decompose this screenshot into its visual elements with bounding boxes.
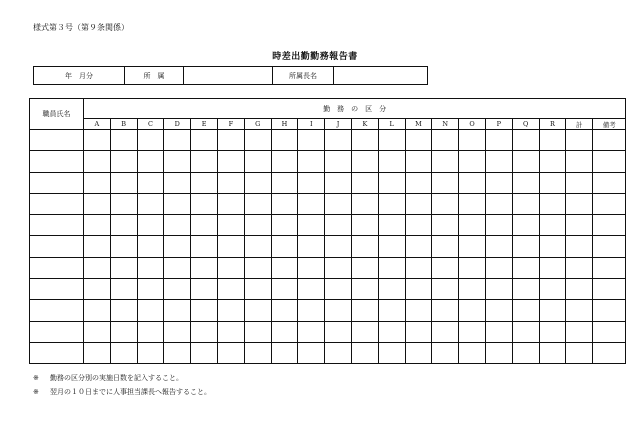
department-label: 所 属 [125, 67, 184, 85]
day-count-cell[interactable] [137, 130, 164, 151]
form-number: 様式第３号（第９条関係） [33, 23, 129, 32]
day-count-cell[interactable] [566, 151, 593, 172]
day-count-cell[interactable] [512, 151, 539, 172]
day-count-cell[interactable] [217, 236, 244, 257]
column-header: G [244, 119, 271, 130]
day-count-cell[interactable] [217, 257, 244, 278]
day-count-cell[interactable] [485, 130, 512, 151]
day-count-cell[interactable] [298, 193, 325, 214]
day-count-cell[interactable] [593, 215, 626, 236]
day-count-cell[interactable] [191, 342, 218, 363]
day-count-cell[interactable] [512, 236, 539, 257]
day-count-cell[interactable] [298, 151, 325, 172]
column-header: B [110, 119, 137, 130]
day-count-cell[interactable] [84, 130, 111, 151]
day-count-cell[interactable] [566, 236, 593, 257]
day-count-cell[interactable] [459, 236, 486, 257]
day-count-cell[interactable] [164, 300, 191, 321]
column-header: C [137, 119, 164, 130]
table-row [30, 130, 626, 151]
day-count-cell[interactable] [298, 342, 325, 363]
table-row [30, 257, 626, 278]
day-count-cell[interactable] [271, 215, 298, 236]
day-count-cell[interactable] [137, 300, 164, 321]
day-count-cell[interactable] [593, 130, 626, 151]
day-count-cell[interactable] [459, 193, 486, 214]
table-row [30, 321, 626, 342]
day-count-cell[interactable] [217, 342, 244, 363]
column-header: L [378, 119, 405, 130]
day-count-cell[interactable] [351, 151, 378, 172]
day-count-cell[interactable] [593, 151, 626, 172]
day-count-cell[interactable] [110, 151, 137, 172]
day-count-cell[interactable] [244, 257, 271, 278]
table-row [30, 342, 626, 363]
day-count-cell[interactable] [271, 321, 298, 342]
day-count-cell[interactable] [405, 236, 432, 257]
employee-name-cell[interactable] [30, 215, 84, 236]
table-row [30, 193, 626, 214]
column-header: 備考 [593, 119, 626, 130]
day-count-cell[interactable] [566, 130, 593, 151]
column-header: M [405, 119, 432, 130]
day-count-cell[interactable] [110, 236, 137, 257]
day-count-cell[interactable] [137, 257, 164, 278]
day-count-cell[interactable] [378, 321, 405, 342]
day-count-cell[interactable] [512, 172, 539, 193]
day-count-cell[interactable] [244, 321, 271, 342]
day-count-cell[interactable] [271, 257, 298, 278]
day-count-cell[interactable] [593, 193, 626, 214]
day-count-cell[interactable] [566, 279, 593, 300]
day-count-cell[interactable] [378, 236, 405, 257]
day-count-cell[interactable] [485, 215, 512, 236]
day-count-cell[interactable] [512, 193, 539, 214]
day-count-cell[interactable] [593, 279, 626, 300]
manager-name-label: 所属長名 [273, 67, 334, 85]
day-count-cell[interactable] [485, 193, 512, 214]
day-count-cell[interactable] [271, 130, 298, 151]
day-count-cell[interactable] [244, 279, 271, 300]
day-count-cell[interactable] [298, 300, 325, 321]
day-count-cell[interactable] [485, 321, 512, 342]
day-count-cell[interactable] [378, 300, 405, 321]
day-count-cell[interactable] [84, 193, 111, 214]
day-count-cell[interactable] [271, 342, 298, 363]
day-count-cell[interactable] [110, 342, 137, 363]
day-count-cell[interactable] [378, 130, 405, 151]
manager-name-field[interactable] [334, 67, 428, 85]
day-count-cell[interactable] [539, 236, 566, 257]
day-count-cell[interactable] [244, 236, 271, 257]
day-count-cell[interactable] [84, 257, 111, 278]
column-header: 計 [566, 119, 593, 130]
day-count-cell[interactable] [244, 172, 271, 193]
day-count-cell[interactable] [217, 130, 244, 151]
day-count-cell[interactable] [244, 342, 271, 363]
day-count-cell[interactable] [539, 342, 566, 363]
day-count-cell[interactable] [191, 236, 218, 257]
day-count-cell[interactable] [512, 342, 539, 363]
day-count-cell[interactable] [539, 279, 566, 300]
table-row [30, 215, 626, 236]
day-count-cell[interactable] [539, 300, 566, 321]
day-count-cell[interactable] [378, 172, 405, 193]
column-header: J [325, 119, 352, 130]
day-count-cell[interactable] [217, 193, 244, 214]
day-count-cell[interactable] [110, 321, 137, 342]
day-count-cell[interactable] [432, 236, 459, 257]
day-count-cell[interactable] [459, 300, 486, 321]
day-count-cell[interactable] [566, 321, 593, 342]
day-count-cell[interactable] [110, 130, 137, 151]
day-count-cell[interactable] [271, 193, 298, 214]
day-count-cell[interactable] [351, 321, 378, 342]
note-item [33, 371, 211, 385]
employee-name-cell[interactable] [30, 193, 84, 214]
day-count-cell[interactable] [217, 151, 244, 172]
employee-name-cell[interactable] [30, 279, 84, 300]
day-count-cell[interactable] [405, 130, 432, 151]
day-count-cell[interactable] [164, 172, 191, 193]
day-count-cell[interactable] [405, 279, 432, 300]
day-count-cell[interactable] [459, 342, 486, 363]
header-info-table [33, 66, 428, 85]
day-count-cell[interactable] [325, 236, 352, 257]
table-row [30, 172, 626, 193]
day-count-cell[interactable] [485, 342, 512, 363]
day-count-cell[interactable] [378, 151, 405, 172]
day-count-cell[interactable] [84, 172, 111, 193]
employee-name-cell[interactable] [30, 321, 84, 342]
day-count-cell[interactable] [459, 130, 486, 151]
day-count-cell[interactable] [432, 279, 459, 300]
note-mark: ※ [33, 388, 39, 396]
column-header: I [298, 119, 325, 130]
day-count-cell[interactable] [191, 151, 218, 172]
column-header: A [84, 119, 111, 130]
day-count-cell[interactable] [593, 342, 626, 363]
day-count-cell[interactable] [137, 321, 164, 342]
day-count-cell[interactable] [84, 279, 111, 300]
day-count-cell[interactable] [351, 130, 378, 151]
day-count-cell[interactable] [110, 193, 137, 214]
day-count-cell[interactable] [405, 151, 432, 172]
day-count-cell[interactable] [110, 300, 137, 321]
day-count-cell[interactable] [164, 193, 191, 214]
day-count-cell[interactable] [164, 321, 191, 342]
day-count-cell[interactable] [164, 236, 191, 257]
day-count-cell[interactable] [405, 193, 432, 214]
day-count-cell[interactable] [325, 151, 352, 172]
day-count-cell[interactable] [244, 151, 271, 172]
day-count-cell[interactable] [512, 215, 539, 236]
employee-name-cell[interactable] [30, 300, 84, 321]
note-text: 勤務の区分別の実施日数を記入すること。 [50, 374, 183, 382]
day-count-cell[interactable] [191, 172, 218, 193]
day-count-cell[interactable] [84, 342, 111, 363]
day-count-cell[interactable] [351, 193, 378, 214]
employee-name-cell[interactable] [30, 236, 84, 257]
day-count-cell[interactable] [432, 257, 459, 278]
day-count-cell[interactable] [137, 236, 164, 257]
day-count-cell[interactable] [512, 300, 539, 321]
day-count-cell[interactable] [432, 172, 459, 193]
day-count-cell[interactable] [271, 172, 298, 193]
work-category-header: 勤 務 の 区 分 [84, 99, 626, 119]
day-count-cell[interactable] [593, 172, 626, 193]
day-count-cell[interactable] [325, 279, 352, 300]
year-month-label: 年 月分 [34, 67, 125, 85]
day-count-cell[interactable] [593, 236, 626, 257]
day-count-cell[interactable] [164, 342, 191, 363]
table-row [30, 279, 626, 300]
attendance-table [29, 98, 626, 364]
day-count-cell[interactable] [459, 279, 486, 300]
employee-name-cell[interactable] [30, 151, 84, 172]
day-count-cell[interactable] [298, 321, 325, 342]
day-count-cell[interactable] [217, 300, 244, 321]
day-count-cell[interactable] [351, 236, 378, 257]
day-count-cell[interactable] [512, 257, 539, 278]
day-count-cell[interactable] [405, 215, 432, 236]
day-count-cell[interactable] [378, 342, 405, 363]
day-count-cell[interactable] [244, 300, 271, 321]
day-count-cell[interactable] [566, 215, 593, 236]
day-count-cell[interactable] [539, 172, 566, 193]
day-count-cell[interactable] [432, 342, 459, 363]
day-count-cell[interactable] [432, 300, 459, 321]
table-row [30, 236, 626, 257]
day-count-cell[interactable] [110, 215, 137, 236]
day-count-cell[interactable] [137, 172, 164, 193]
table-row [30, 300, 626, 321]
day-count-cell[interactable] [485, 300, 512, 321]
day-count-cell[interactable] [351, 257, 378, 278]
day-count-cell[interactable] [298, 172, 325, 193]
day-count-cell[interactable] [298, 130, 325, 151]
day-count-cell[interactable] [298, 215, 325, 236]
column-header: N [432, 119, 459, 130]
day-count-cell[interactable] [405, 342, 432, 363]
day-count-cell[interactable] [566, 257, 593, 278]
day-count-cell[interactable] [244, 215, 271, 236]
day-count-cell[interactable] [566, 193, 593, 214]
day-count-cell[interactable] [110, 172, 137, 193]
day-count-cell[interactable] [325, 193, 352, 214]
day-count-cell[interactable] [593, 321, 626, 342]
day-count-cell[interactable] [485, 257, 512, 278]
day-count-cell[interactable] [378, 193, 405, 214]
day-count-cell[interactable] [244, 193, 271, 214]
day-count-cell[interactable] [432, 193, 459, 214]
day-count-cell[interactable] [459, 172, 486, 193]
day-count-cell[interactable] [351, 215, 378, 236]
day-count-cell[interactable] [459, 151, 486, 172]
day-count-cell[interactable] [378, 257, 405, 278]
day-count-cell[interactable] [164, 257, 191, 278]
employee-name-header: 職員氏名 [30, 99, 84, 130]
day-count-cell[interactable] [539, 321, 566, 342]
day-count-cell[interactable] [137, 279, 164, 300]
day-count-cell[interactable] [191, 321, 218, 342]
day-count-cell[interactable] [137, 342, 164, 363]
column-header: E [191, 119, 218, 130]
day-count-cell[interactable] [485, 172, 512, 193]
day-count-cell[interactable] [217, 172, 244, 193]
day-count-cell[interactable] [191, 279, 218, 300]
day-count-cell[interactable] [217, 279, 244, 300]
day-count-cell[interactable] [137, 215, 164, 236]
department-field[interactable] [184, 67, 273, 85]
day-count-cell[interactable] [84, 300, 111, 321]
day-count-cell[interactable] [325, 172, 352, 193]
day-count-cell[interactable] [271, 151, 298, 172]
day-count-cell[interactable] [84, 236, 111, 257]
day-count-cell[interactable] [191, 130, 218, 151]
day-count-cell[interactable] [164, 215, 191, 236]
day-count-cell[interactable] [593, 257, 626, 278]
day-count-cell[interactable] [325, 321, 352, 342]
day-count-cell[interactable] [191, 257, 218, 278]
day-count-cell[interactable] [325, 215, 352, 236]
day-count-cell[interactable] [405, 300, 432, 321]
day-count-cell[interactable] [512, 130, 539, 151]
day-count-cell[interactable] [298, 236, 325, 257]
day-count-cell[interactable] [405, 321, 432, 342]
day-count-cell[interactable] [539, 151, 566, 172]
day-count-cell[interactable] [405, 172, 432, 193]
day-count-cell[interactable] [566, 342, 593, 363]
day-count-cell[interactable] [271, 300, 298, 321]
day-count-cell[interactable] [593, 300, 626, 321]
day-count-cell[interactable] [351, 342, 378, 363]
day-count-cell[interactable] [539, 257, 566, 278]
note-text: 翌月の１０日までに人事担当課長へ報告すること。 [50, 388, 211, 396]
day-count-cell[interactable] [298, 279, 325, 300]
column-header: H [271, 119, 298, 130]
day-count-cell[interactable] [405, 257, 432, 278]
day-count-cell[interactable] [459, 321, 486, 342]
day-count-cell[interactable] [84, 215, 111, 236]
column-header: P [485, 119, 512, 130]
day-count-cell[interactable] [217, 321, 244, 342]
day-count-cell[interactable] [110, 257, 137, 278]
day-count-cell[interactable] [432, 130, 459, 151]
day-count-cell[interactable] [539, 130, 566, 151]
column-header: K [351, 119, 378, 130]
day-count-cell[interactable] [351, 300, 378, 321]
day-count-cell[interactable] [244, 130, 271, 151]
day-count-cell[interactable] [325, 300, 352, 321]
column-header: Q [512, 119, 539, 130]
table-row [30, 151, 626, 172]
column-header: R [539, 119, 566, 130]
day-count-cell[interactable] [459, 215, 486, 236]
day-count-cell[interactable] [84, 321, 111, 342]
day-count-cell[interactable] [325, 130, 352, 151]
day-count-cell[interactable] [164, 279, 191, 300]
day-count-cell[interactable] [539, 193, 566, 214]
day-count-cell[interactable] [351, 172, 378, 193]
day-count-cell[interactable] [137, 151, 164, 172]
day-count-cell[interactable] [164, 151, 191, 172]
day-count-cell[interactable] [485, 151, 512, 172]
day-count-cell[interactable] [191, 193, 218, 214]
day-count-cell[interactable] [217, 215, 244, 236]
day-count-cell[interactable] [432, 151, 459, 172]
day-count-cell[interactable] [271, 236, 298, 257]
column-header: F [217, 119, 244, 130]
day-count-cell[interactable] [539, 215, 566, 236]
column-header: O [459, 119, 486, 130]
day-count-cell[interactable] [485, 236, 512, 257]
day-count-cell[interactable] [191, 300, 218, 321]
employee-name-cell[interactable] [30, 257, 84, 278]
day-count-cell[interactable] [378, 215, 405, 236]
day-count-cell[interactable] [512, 279, 539, 300]
day-count-cell[interactable] [191, 215, 218, 236]
day-count-cell[interactable] [432, 321, 459, 342]
note-mark: ※ [33, 374, 39, 382]
employee-name-cell[interactable] [30, 172, 84, 193]
day-count-cell[interactable] [459, 257, 486, 278]
employee-name-cell[interactable] [30, 130, 84, 151]
day-count-cell[interactable] [351, 279, 378, 300]
notes [33, 371, 211, 399]
day-count-cell[interactable] [566, 300, 593, 321]
document-title: 時差出勤勤務報告書 [272, 52, 358, 62]
column-header: D [164, 119, 191, 130]
day-count-cell[interactable] [298, 257, 325, 278]
employee-name-cell[interactable] [30, 342, 84, 363]
day-count-cell[interactable] [485, 279, 512, 300]
note-item [33, 385, 211, 399]
day-count-cell[interactable] [84, 151, 111, 172]
day-count-cell[interactable] [566, 172, 593, 193]
day-count-cell[interactable] [164, 130, 191, 151]
day-count-cell[interactable] [512, 321, 539, 342]
day-count-cell[interactable] [378, 279, 405, 300]
day-count-cell[interactable] [325, 342, 352, 363]
day-count-cell[interactable] [325, 257, 352, 278]
day-count-cell[interactable] [110, 279, 137, 300]
day-count-cell[interactable] [271, 279, 298, 300]
day-count-cell[interactable] [137, 193, 164, 214]
day-count-cell[interactable] [432, 215, 459, 236]
